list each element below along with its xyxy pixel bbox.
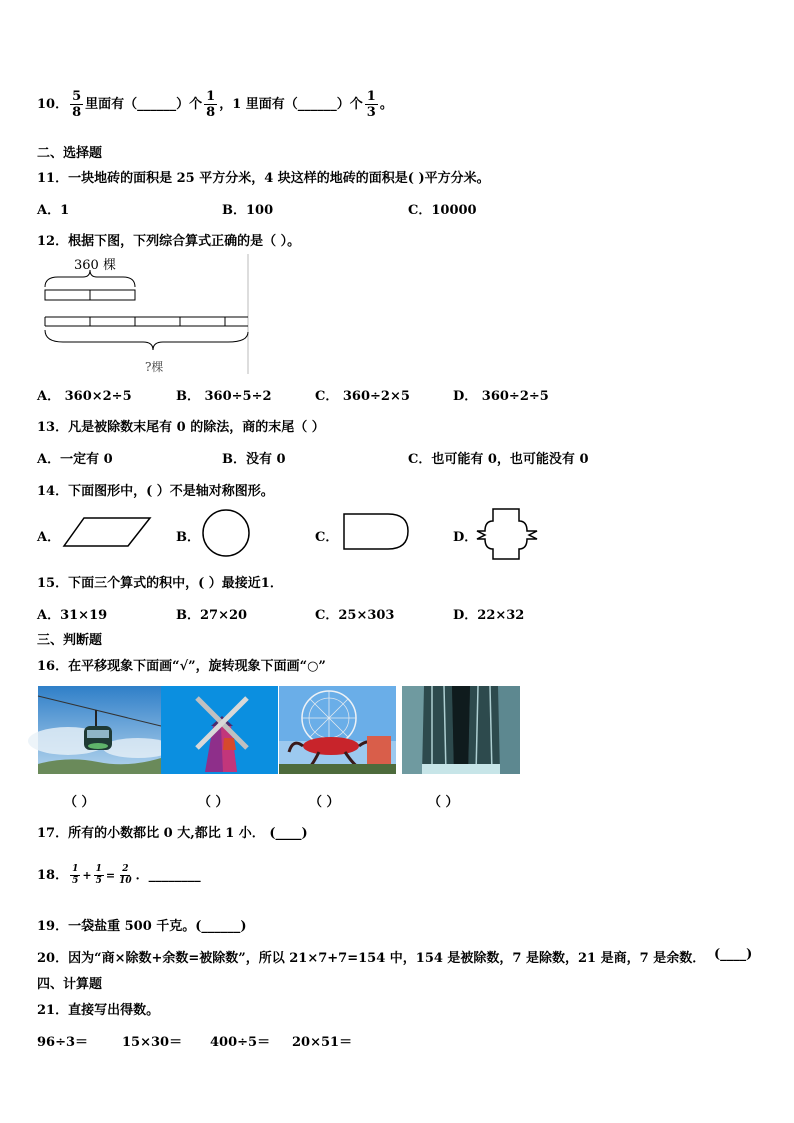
q14-option-b[interactable]: B． <box>176 530 200 545</box>
question-12-stem: 12．根据下图，下列综合算式正确的是（ ）。 <box>37 234 301 249</box>
calc-item-4[interactable]: 20×51＝ <box>292 1035 353 1050</box>
q13-option-b[interactable]: B．没有 0 <box>222 452 286 467</box>
q11-option-a[interactable]: A．1 <box>37 203 70 218</box>
question-21-stem: 21．直接写出得数。 <box>37 1003 160 1018</box>
fraction-1-8: $\frac{1}{8}$ <box>206 89 216 120</box>
q12-option-b[interactable]: B． 360÷5÷2 <box>176 389 272 404</box>
q14-option-d[interactable]: D． <box>453 530 478 545</box>
q11-option-c[interactable]: C．10000 <box>408 203 477 218</box>
q16-blank-2[interactable]: （ ） <box>198 795 229 810</box>
cross-arrow-shape <box>475 507 545 562</box>
fraction-2-10: $\frac{2}{10}$ <box>119 864 132 886</box>
question-19: 19．一袋盐重 500 千克。(______) <box>37 919 247 934</box>
q12-option-a[interactable]: A． 360×2÷5 <box>37 389 132 404</box>
question-20: 20．因为“商×除数+余数=被除数”，所以 21×7+7=154 中，154 是被除数，7 是除数，21 是商，7 是余数． <box>37 951 706 966</box>
q20-answer-blank[interactable]: (____) <box>714 947 753 962</box>
q15-option-a[interactable]: A．31×19 <box>37 608 108 623</box>
fraction-1-5-b: $\frac{1}{5}$ <box>95 864 102 886</box>
question-15-stem: 15．下面三个算式的积中，( ）最接近1． <box>37 576 283 591</box>
fraction-1-5-a: $\frac{1}{5}$ <box>72 864 79 886</box>
q15-option-b[interactable]: B．27×20 <box>176 608 248 623</box>
question-13-stem: 13．凡是被除数末尾有 0 的除法，商的末尾（ ） <box>37 420 325 435</box>
q15-option-c[interactable]: C．25×303 <box>315 608 395 623</box>
q16-blank-3[interactable]: （ ） <box>309 795 340 810</box>
question-10: 10． $\frac{5}{8}$ 里面有（______）个 $\frac{1}{8}$ ，1 里面有（______）个 $\frac{1}{3}$ 。 <box>37 89 393 120</box>
q14-option-c[interactable]: C． <box>315 530 339 545</box>
question-17: 17．所有的小数都比 0 大,都比 1 小． (____) <box>37 826 308 841</box>
diagram-label-bottom: ?棵 <box>145 360 164 374</box>
calc-item-1[interactable]: 96÷3＝ <box>37 1035 89 1050</box>
escalator-image <box>402 686 520 774</box>
diagram-label-top: 360 棵 <box>74 258 116 273</box>
fraction-1-3: $\frac{1}{3}$ <box>366 89 376 120</box>
q16-blank-4[interactable]: （ ） <box>428 795 459 810</box>
q11-option-b[interactable]: B．100 <box>222 203 274 218</box>
q14-option-a[interactable]: A． <box>37 530 61 545</box>
question-11-stem: 11．一块地砖的面积是 25 平方分米，4 块这样的地砖的面积是( )平方分米。 <box>37 171 490 186</box>
calc-item-2[interactable]: 15×30＝ <box>122 1035 183 1050</box>
ferris-wheel-image <box>279 686 396 774</box>
section-heading-choice: 二、选择题 <box>37 146 103 161</box>
question-14-stem: 14．下面图形中，( ）不是轴对称图形。 <box>37 484 274 499</box>
q13-option-c[interactable]: C．也可能有 0，也可能没有 0 <box>408 452 589 467</box>
cable-car-image <box>38 686 161 774</box>
section-heading-judgement: 三、判断题 <box>37 633 103 648</box>
fraction-5-8: $\frac{5}{8}$ <box>72 89 82 120</box>
q13-option-a[interactable]: A．一定有 0 <box>37 452 113 467</box>
section-heading-calculation: 四、计算题 <box>37 977 103 992</box>
question-16-stem: 16．在平移现象下面画“√”，旋转现象下面画“○” <box>37 659 326 674</box>
semicircle-rect-shape <box>340 511 415 556</box>
q16-blank-1[interactable]: （ ） <box>64 795 95 810</box>
q12-option-d[interactable]: D． 360÷2÷5 <box>453 389 549 404</box>
question-18: 18． $\frac{1}{5}$ + $\frac{1}{5}$ = $\frac{2}{10}$ ．________ <box>37 864 201 886</box>
circle-shape <box>198 509 258 559</box>
parallelogram-shape <box>62 514 152 554</box>
windmill-image <box>161 686 278 774</box>
q15-option-d[interactable]: D．22×32 <box>453 608 525 623</box>
calc-item-3[interactable]: 400÷5＝ <box>210 1035 271 1050</box>
q12-option-c[interactable]: C． 360÷2×5 <box>315 389 410 404</box>
